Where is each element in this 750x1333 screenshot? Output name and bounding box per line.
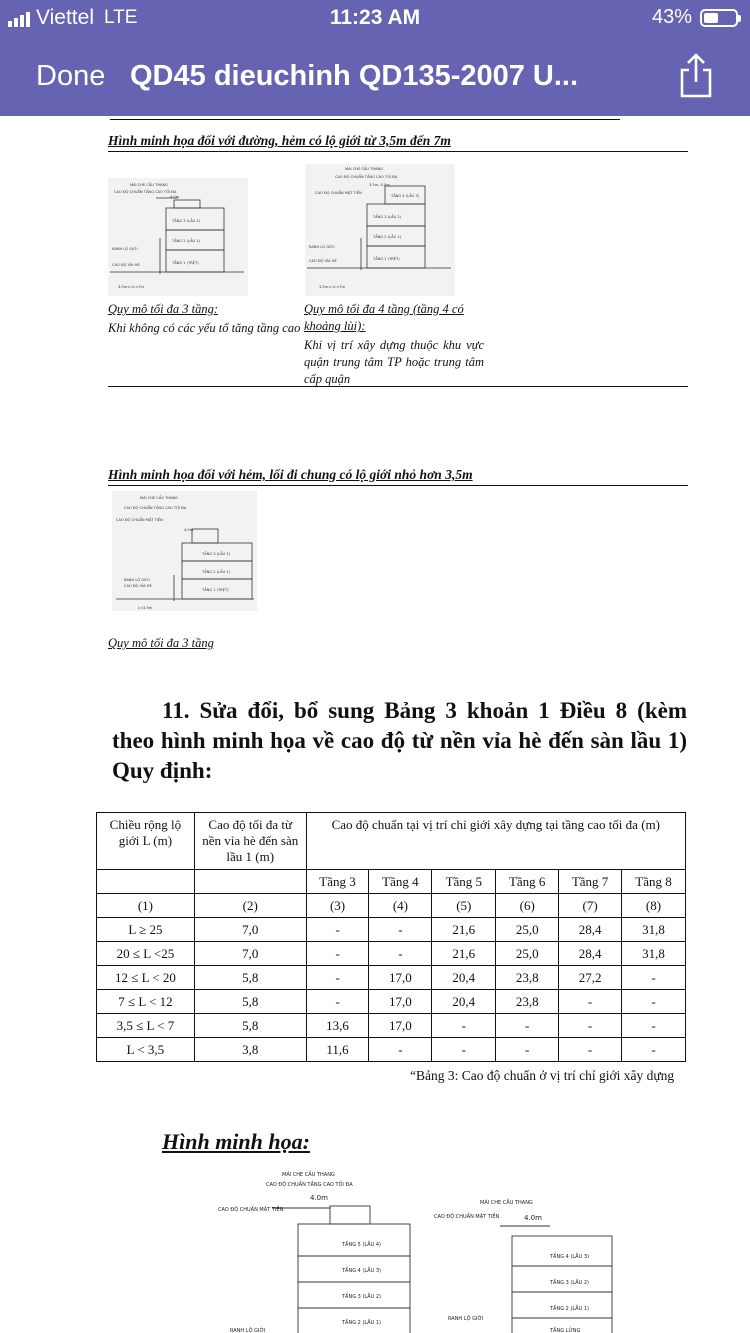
d2-floor4: TẦNG 4 (LẦU 3) — [391, 194, 420, 198]
il-left-lo-gioi: RANH LỘ GIỚI — [230, 1328, 266, 1333]
header-floor: Tầng 4 — [369, 870, 432, 894]
right-scale-title: Quy mô tối đa 4 tầng (tầng 4 có khoảng lùi): — [304, 302, 464, 333]
bang-3-table — [96, 812, 686, 1062]
illustration-right-building — [430, 1196, 620, 1333]
table-cell: - — [306, 942, 369, 966]
section1-bottom-rule — [108, 386, 688, 387]
il-right-floor1: TẦNG LỬNG — [550, 1328, 581, 1333]
column-index: (8) — [622, 894, 686, 918]
table-cell: 5,8 — [194, 966, 306, 990]
table-cell: - — [559, 990, 622, 1014]
top-rule — [110, 119, 620, 120]
document-title: QD45 dieuchinh QD135-2007 U... — [130, 60, 579, 92]
il-left-setback: 4.0m — [310, 1194, 328, 1202]
header-lo-gioi: Chiều rộng lộ giới L (m) — [97, 813, 195, 870]
network-type: LTE — [104, 7, 138, 28]
table-cell: - — [622, 1038, 686, 1062]
d2-lo-gioi: RANH LỘ GIỚI — [309, 245, 335, 249]
d1-floor2: TẦNG 2 (LẦU 1) — [172, 239, 201, 243]
table-cell: 23,8 — [496, 966, 559, 990]
clock: 11:23 AM — [329, 6, 421, 29]
header-floor: Tầng 3 — [306, 870, 369, 894]
table-cell: - — [369, 918, 432, 942]
table-cell: 7,0 — [194, 918, 306, 942]
header-cao-do-chuan: Cao độ chuẩn tại vị trí chỉ giới xây dựng tại tầng cao tối đa (m) — [306, 813, 685, 870]
table-cell: 20 ≤ L <25 — [97, 942, 195, 966]
table-cell: 5,8 — [194, 1014, 306, 1038]
d2-width: 3.5m<=L<7m — [319, 285, 346, 289]
d1-label-caodo: CAO ĐỘ CHUẨN TẦNG CAO TỐI ĐA — [114, 190, 177, 194]
table-cell: 28,4 — [559, 918, 622, 942]
table-row — [97, 1014, 686, 1038]
table-row — [97, 990, 686, 1014]
diagram-small-alley — [112, 491, 257, 611]
d1-floor3: TẦNG 3 (LẦU 2) — [172, 219, 201, 223]
table-cell: 27,2 — [559, 966, 622, 990]
diagram-3-floors — [108, 178, 248, 296]
il-left-maiche: MÁI CHE CẦU THANG — [282, 1172, 335, 1178]
table-cell: 25,0 — [496, 942, 559, 966]
column-index: (7) — [559, 894, 622, 918]
d2-label-mattien: CAO ĐỘ CHUẨN MẶT TIỀN — [315, 191, 362, 195]
il-left-caodo: CAO ĐỘ CHUẨN TẦNG CAO TỐI ĐA — [266, 1182, 353, 1188]
diagram-4-floors — [305, 164, 455, 296]
table-cell: - — [432, 1014, 496, 1038]
d2-label-maiche: MÁI CHE CẦU THANG — [345, 167, 383, 171]
table-row — [97, 942, 686, 966]
d3-label-maiche: MÁI CHE CẦU THANG — [140, 496, 178, 500]
table-cell: 25,0 — [496, 918, 559, 942]
il-left-floor3: TẦNG 3 (LẦU 2) — [342, 1294, 381, 1300]
header-floor: Tầng 5 — [432, 870, 496, 894]
illustration-left-building — [210, 1166, 420, 1333]
d3-label-setback: 4.0m — [184, 528, 194, 532]
table-cell: - — [306, 918, 369, 942]
section1-caption: Hình minh họa đối với đường, hẻm có lộ giới từ 3,5m đến 7m — [108, 133, 451, 148]
heading-text: 11. Sửa đổi, bổ sung Bảng 3 khoản 1 Điều 8 (kèm theo hình minh họa về cao độ từ nền vỉa hè đến sàn lầu 1) Quy định: — [112, 698, 687, 783]
table-cell: 7 ≤ L < 12 — [97, 990, 195, 1014]
il-left-floor2: TẦNG 2 (LẦU 1) — [342, 1320, 381, 1326]
d3-label-mattien: CAO ĐỘ CHUẨN MẶT TIỀN — [116, 518, 163, 522]
il-right-floor4: TẦNG 4 (LẦU 3) — [550, 1254, 589, 1260]
column-index: (5) — [432, 894, 496, 918]
il-right-setback: 4.0m — [524, 1214, 542, 1222]
table-cell: - — [432, 1038, 496, 1062]
table-cell: 12 ≤ L < 20 — [97, 966, 195, 990]
table-cell: 17,0 — [369, 990, 432, 1014]
carrier-name: Viettel — [36, 6, 94, 29]
battery-group — [652, 6, 738, 29]
header-floor: Tầng 6 — [496, 870, 559, 894]
column-index: (4) — [369, 894, 432, 918]
table-cell: 17,0 — [369, 1014, 432, 1038]
table-cell: 23,8 — [496, 990, 559, 1014]
header-empty-2 — [194, 870, 306, 894]
table-row — [97, 1038, 686, 1062]
header-empty-1 — [97, 870, 195, 894]
table-cell: - — [306, 990, 369, 1014]
table-cell: - — [622, 990, 686, 1014]
table-cell: L < 3,5 — [97, 1038, 195, 1062]
il-right-mattien: CAO ĐỘ CHUẨN MẶT TIỀN — [434, 1214, 500, 1220]
table-cell: 13,6 — [306, 1014, 369, 1038]
left-scale-text: Khi không có các yếu tố tăng tầng cao — [108, 321, 301, 335]
d2-via-he: CAO ĐỘ VỈA HÈ — [309, 259, 337, 263]
battery-percent: 43% — [651, 6, 692, 28]
d1-label-maiche: MÁI CHE CẦU THANG — [130, 183, 168, 187]
table-cell: 21,6 — [432, 942, 496, 966]
table-cell: 28,4 — [559, 942, 622, 966]
column-index: (1) — [97, 894, 195, 918]
column-index: (2) — [194, 894, 306, 918]
section-11-heading — [112, 696, 687, 786]
table-cell: 20,4 — [432, 966, 496, 990]
d2-label-setback: 3.5m..4.0m — [369, 183, 390, 187]
d1-floor1: TẦNG 1 (TRỆT) — [172, 261, 199, 265]
table-cell: 3,8 — [194, 1038, 306, 1062]
left-scale-title: Quy mô tối đa 3 tầng: — [108, 302, 219, 316]
section2-title: Quy mô tối đa 3 tầng — [108, 636, 214, 650]
column-index: (6) — [496, 894, 559, 918]
table-cell: - — [559, 1038, 622, 1062]
table-cell: L ≥ 25 — [97, 918, 195, 942]
il-right-lo-gioi: RANH LỘ GIỚI — [448, 1316, 484, 1322]
il-left-floor4: TẦNG 4 (LẦU 3) — [342, 1268, 381, 1274]
document-page[interactable] — [0, 116, 750, 1333]
d1-label-setback: 4.0m — [170, 195, 180, 199]
d1-lo-gioi: RANH LỘ GIỚI — [112, 247, 138, 251]
table-row — [97, 918, 686, 942]
d1-via-he: CAO ĐỘ VỈA HÈ — [112, 263, 140, 267]
table-cell: 31,8 — [622, 918, 686, 942]
right-scale-text: Khi vị trí xây dựng thuộc khu vực quận trung tâm TP hoặc trung tâm cấp quận — [304, 338, 484, 386]
d3-floor3: TẦNG 3 (LẦU 2) — [202, 552, 231, 556]
il-right-maiche: MÁI CHE CẦU THANG — [480, 1200, 533, 1206]
d1-width: 3.5m<=L<7m — [118, 285, 145, 289]
table-cell: 17,0 — [369, 966, 432, 990]
table-cell: 31,8 — [622, 942, 686, 966]
il-right-floor2: TẦNG 2 (LẦU 1) — [550, 1306, 589, 1312]
illustration-heading: Hình minh họa: — [162, 1129, 310, 1154]
table-cell: - — [559, 1014, 622, 1038]
table-cell: 11,6 — [306, 1038, 369, 1062]
table-cell: - — [369, 942, 432, 966]
table-row — [97, 966, 686, 990]
d3-floor1: TẦNG 1 (TRỆT) — [202, 588, 229, 592]
il-left-floor5: TẦNG 5 (LẦU 4) — [342, 1242, 381, 1248]
table-caption: “Bảng 3: Cao độ chuẩn ở vị trí chỉ giới xây dựng — [410, 1068, 675, 1083]
d2-floor1: TẦNG 1 (TRỆT) — [373, 257, 400, 261]
table-cell: 21,6 — [432, 918, 496, 942]
table-cell: - — [496, 1038, 559, 1062]
d2-label-caodo: CAO ĐỘ CHUẨN TẦNG CAO TỐI ĐA — [335, 175, 398, 179]
share-icon[interactable] — [676, 52, 716, 100]
nav-bar — [0, 36, 750, 116]
header-floor: Tầng 8 — [622, 870, 686, 894]
il-left-mattien: CAO ĐỘ CHUẨN MẶT TIỀN — [218, 1207, 284, 1213]
table-cell: - — [306, 966, 369, 990]
header-cao-do-toi-da: Cao độ tối đa từ nền vỉa hè đến sàn lầu 1 (m) — [194, 813, 306, 870]
table-cell: 5,8 — [194, 990, 306, 1014]
status-bar — [0, 0, 750, 36]
d2-floor2: TẦNG 2 (LẦU 1) — [373, 235, 402, 239]
table-cell: - — [496, 1014, 559, 1038]
table-cell: 7,0 — [194, 942, 306, 966]
done-button[interactable]: Done — [36, 60, 106, 92]
d3-width: L<3.5m — [138, 606, 153, 610]
table-cell: - — [622, 966, 686, 990]
header-floor: Tầng 7 — [559, 870, 622, 894]
d2-floor3: TẦNG 3 (LẦU 2) — [373, 215, 402, 219]
section2-rule — [108, 485, 688, 486]
section1-rule — [108, 151, 688, 152]
d3-label-caodo: CAO ĐỘ CHUẨN TẦNG CAO TỐI ĐA — [124, 506, 187, 510]
d3-via-he: CAO ĐỘ VỈA HÈ — [124, 584, 152, 588]
column-index: (3) — [306, 894, 369, 918]
il-right-floor3: TẦNG 3 (LẦU 2) — [550, 1280, 589, 1286]
section2-caption: Hình minh họa đối với hẻm, lối đi chung có lộ giới nhỏ hơn 3,5m — [108, 467, 473, 482]
d3-lo-gioi: RANH LỘ GIỚI — [124, 578, 150, 582]
table-cell: - — [369, 1038, 432, 1062]
battery-icon — [700, 9, 738, 27]
table-cell: 3,5 ≤ L < 7 — [97, 1014, 195, 1038]
table-cell: - — [622, 1014, 686, 1038]
d3-floor2: TẦNG 2 (LẦU 1) — [202, 570, 231, 574]
table-cell: 20,4 — [432, 990, 496, 1014]
